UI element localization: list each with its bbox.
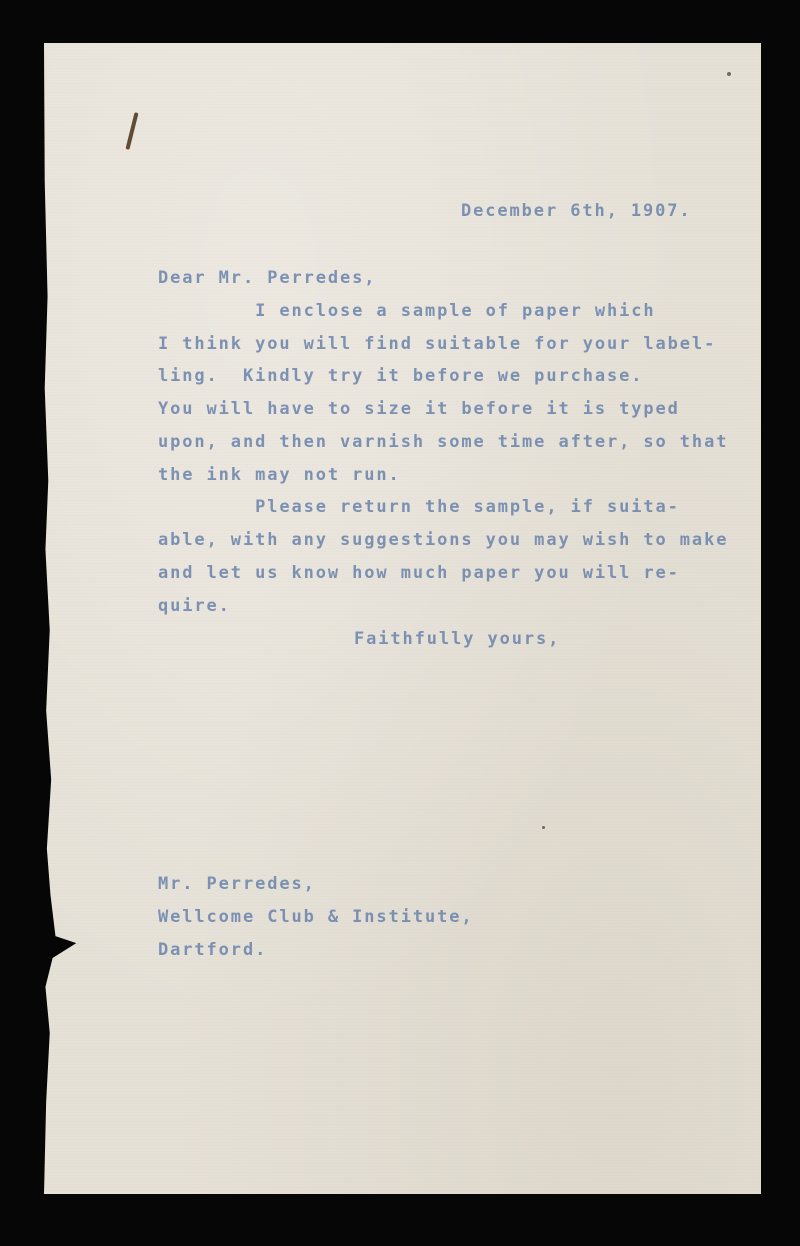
body-line: You will have to size it before it is typed (158, 399, 680, 419)
body-line: ling. Kindly try it before we purchase. (158, 366, 644, 386)
letter-salutation: Dear Mr. Perredes, (158, 268, 377, 288)
body-line: I enclose a sample of paper which (158, 301, 656, 321)
paper-speck (727, 72, 731, 76)
body-line: quire. (158, 596, 231, 616)
letter-sheet (44, 43, 761, 1194)
body-line: I think you will find suitable for your label- (158, 334, 717, 354)
body-line: able, with any suggestions you may wish to make (158, 530, 729, 550)
address-line: Dartford. (158, 940, 268, 960)
address-line: Mr. Perredes, (158, 874, 316, 894)
paper-speck (542, 826, 545, 829)
address-line: Wellcome Club & Institute, (158, 907, 474, 927)
body-line: the ink may not run. (158, 465, 401, 485)
body-line: and let us know how much paper you will re- (158, 563, 680, 583)
letter-date: December 6th, 1907. (461, 201, 692, 221)
body-line: upon, and then varnish some time after, so that (158, 432, 729, 452)
letter-closing: Faithfully yours, (354, 629, 561, 649)
body-line: Please return the sample, if suita- (158, 497, 680, 517)
